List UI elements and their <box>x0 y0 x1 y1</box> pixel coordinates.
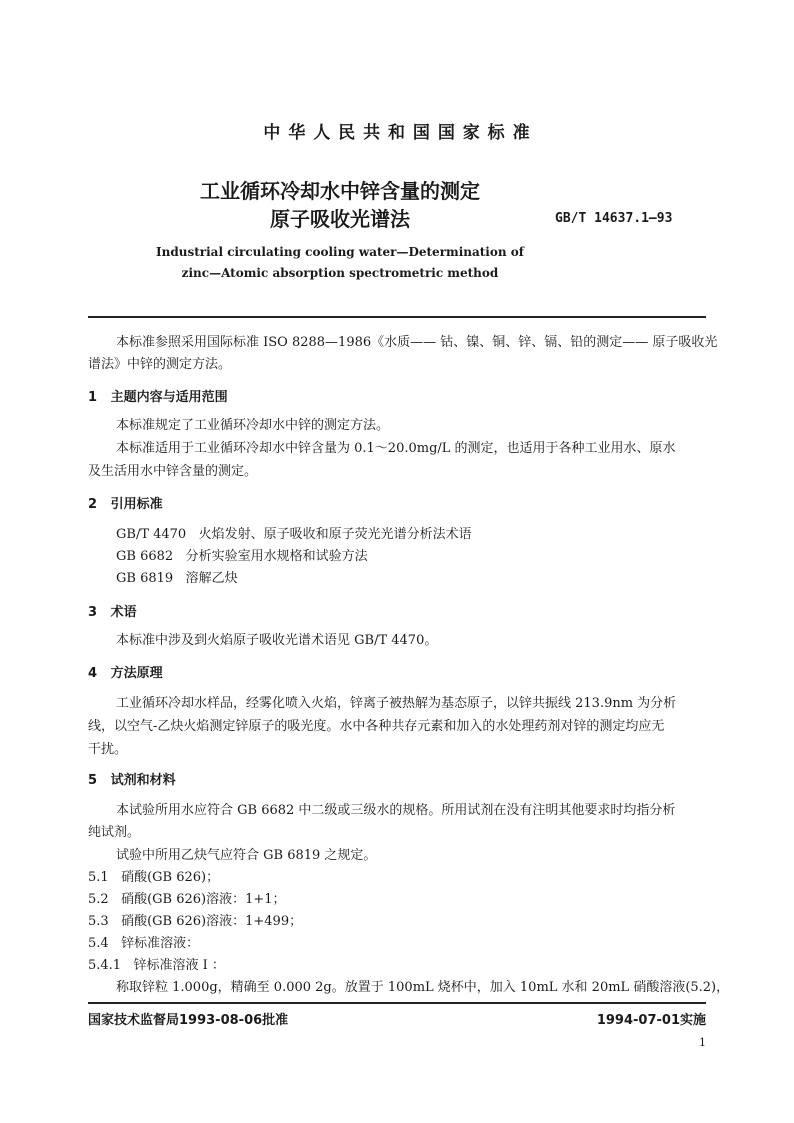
section3-number: 3 <box>88 605 98 620</box>
section3-title: 术语 <box>110 605 137 620</box>
reagent-item <box>88 867 219 889</box>
reference-code: GB 6682 <box>116 549 174 564</box>
section4-line1: 工业循环冷却水样品，经雾化喷入火焰，锌离子被热解为基态原子，以锌共振线 213.9nm 为分析 <box>116 696 677 711</box>
english-title-line2: zinc—Atomic absorption spectrometric method <box>181 266 499 280</box>
section1-number: 1 <box>88 390 98 405</box>
reagent-item <box>88 933 199 955</box>
reference-name: 分析实验室用水规格和试验方法 <box>185 549 368 564</box>
reagent-item <box>88 955 225 977</box>
reference-item <box>116 568 238 590</box>
footer-divider <box>88 1002 706 1004</box>
section4-heading <box>88 662 163 681</box>
reagent-text: 硝酸(GB 626)； <box>121 870 220 885</box>
section5-p1-line1: 本试验所用水应符合 GB 6682 中二级或三级水的规格。所用试剂在没有注明其他要求时均指分析 <box>116 803 676 818</box>
section4-line2: 线，以空气-乙炔火焰测定锌原子的吸光度。水中各种共存元素和加入的水处理药剂对锌的测定均应无 <box>88 719 665 734</box>
section4-line3: 干扰。 <box>88 742 128 757</box>
reference-name: 溶解乙炔 <box>185 571 238 586</box>
section2-title: 引用标准 <box>110 497 163 512</box>
section5-heading <box>88 769 176 788</box>
section1-p2-line1: 本标准适用于工业循环冷却水中锌含量为 0.1～20.0mg/L 的测定，也适用于各种工业用水、原水 <box>116 441 676 456</box>
page-number: 1 <box>699 1036 706 1049</box>
reagent-text: 硝酸(GB 626)溶液：1+499； <box>121 914 303 929</box>
english-title-line1: Industrial circulating cooling water—Determination of <box>156 245 524 259</box>
reference-code: GB 6819 <box>116 571 174 586</box>
reagent-number: 5.4 <box>88 936 109 951</box>
section4-title: 方法原理 <box>110 666 163 681</box>
section1-p1: 本标准规定了工业循环冷却水中锌的测定方法。 <box>116 418 390 433</box>
reagent-text: 锌标准溶液 I ： <box>133 958 225 973</box>
reference-item <box>116 524 472 546</box>
intro-line2: 谱法》中锌的测定方法。 <box>88 357 232 372</box>
reagent-text: 硝酸(GB 626)溶液：1+1； <box>121 892 286 907</box>
document-title-line2: 原子吸收光谱法 <box>270 207 410 231</box>
section4-number: 4 <box>88 666 98 681</box>
intro-line1: 本标准参照采用国际标准 ISO 8288—1986《水质—— 钴、镍、铜、锌、镉、铅的测定—— 原子吸收光 <box>116 335 718 350</box>
reagent-number: 5.1 <box>88 870 109 885</box>
section5-title: 试剂和材料 <box>110 773 176 788</box>
header-divider <box>88 316 706 318</box>
reagent-text: 锌标准溶液： <box>121 936 200 951</box>
section5-number: 5 <box>88 773 98 788</box>
section5-p2: 试验中所用乙炔气应符合 GB 6819 之规定。 <box>116 848 377 863</box>
national-standard-heading: 中 华 人 民 共 和 国 国 家 标 准 <box>263 123 531 143</box>
section5-p1-line2: 纯试剂。 <box>88 825 141 840</box>
section2-number: 2 <box>88 497 98 512</box>
section3-heading <box>88 601 137 620</box>
section3-p1: 本标准中涉及到火焰原子吸收光谱术语见 GB/T 4470。 <box>116 633 438 648</box>
section5-last-line: 称取锌粒 1.000g，精确至 0.000 2g。放置于 100mL 烧杯中，加入 10mL 水和 20mL 硝酸溶液(5.2)， <box>116 980 730 995</box>
reagent-item <box>88 911 302 933</box>
reference-code: GB/T 4470 <box>116 527 187 542</box>
section1-title: 主题内容与适用范围 <box>110 390 228 405</box>
approval-note: 国家技术监督局1993-08-06批准 <box>88 1013 289 1028</box>
section2-heading <box>88 493 163 512</box>
document-title-line1: 工业循环冷却水中锌含量的测定 <box>200 179 480 203</box>
reference-name: 火焰发射、原子吸收和原子荧光光谱分析法术语 <box>198 527 472 542</box>
section1-p2-line2: 及生活用水中锌含量的测定。 <box>88 464 258 479</box>
reagent-item <box>88 889 286 911</box>
reagent-number: 5.2 <box>88 892 109 907</box>
reagent-number: 5.3 <box>88 914 109 929</box>
implementation-date: 1994-07-01实施 <box>596 1013 706 1028</box>
section1-heading <box>88 386 228 405</box>
reagent-number: 5.4.1 <box>88 958 122 973</box>
reference-item <box>116 546 368 568</box>
standard-number: GB/T 14637.1—93 <box>555 211 673 226</box>
